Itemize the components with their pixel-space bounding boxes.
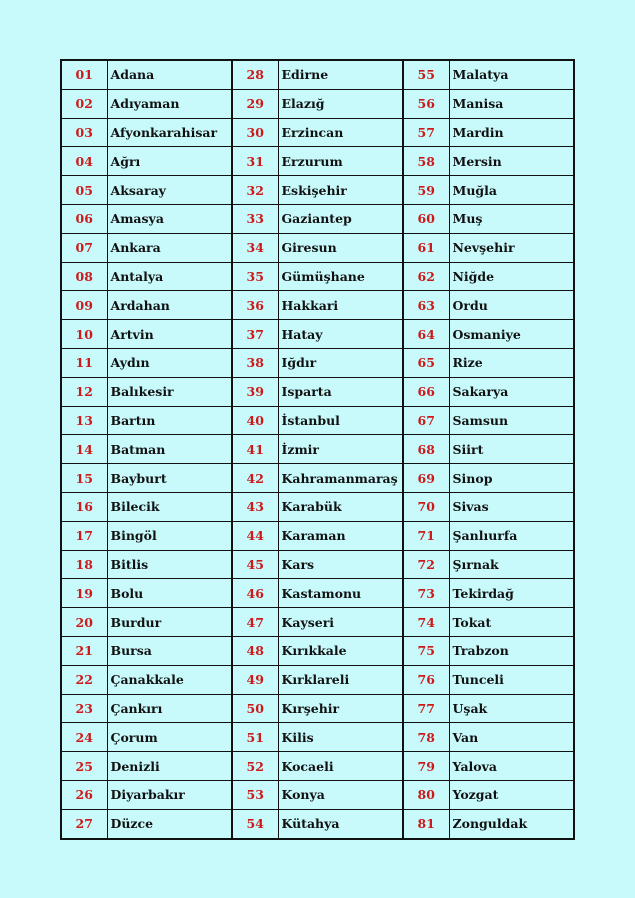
province-name: Gaziantep xyxy=(278,204,403,233)
plate-code: 02 xyxy=(61,89,107,118)
plate-code: 49 xyxy=(232,665,278,694)
plate-code: 54 xyxy=(232,809,278,838)
table-row xyxy=(61,233,574,262)
province-name: Malatya xyxy=(449,60,574,89)
province-name: Ankara xyxy=(107,233,232,262)
table-row xyxy=(61,147,574,176)
table-row xyxy=(61,579,574,608)
plate-code: 17 xyxy=(61,521,107,550)
province-name: Eskişehir xyxy=(278,176,403,205)
plate-code: 27 xyxy=(61,809,107,838)
plate-code: 66 xyxy=(403,377,449,406)
province-name: Manisa xyxy=(449,89,574,118)
province-name: Denizli xyxy=(107,752,232,781)
plate-code: 01 xyxy=(61,60,107,89)
province-name: Bayburt xyxy=(107,464,232,493)
plate-code: 03 xyxy=(61,118,107,147)
province-name: Burdur xyxy=(107,608,232,637)
province-name: Uşak xyxy=(449,694,574,723)
plate-code: 79 xyxy=(403,752,449,781)
province-name: Kırşehir xyxy=(278,694,403,723)
province-name: Bitlis xyxy=(107,550,232,579)
province-name: İstanbul xyxy=(278,406,403,435)
plate-code: 68 xyxy=(403,435,449,464)
plate-code: 07 xyxy=(61,233,107,262)
table-row xyxy=(61,435,574,464)
province-name: Kars xyxy=(278,550,403,579)
plate-code: 53 xyxy=(232,780,278,809)
plate-table-body xyxy=(61,60,574,839)
table-row xyxy=(61,406,574,435)
province-name: Artvin xyxy=(107,320,232,349)
province-name: Çorum xyxy=(107,723,232,752)
plate-code: 81 xyxy=(403,809,449,838)
plate-code: 58 xyxy=(403,147,449,176)
plate-code: 41 xyxy=(232,435,278,464)
province-name: Hatay xyxy=(278,320,403,349)
province-name: Sinop xyxy=(449,464,574,493)
province-name: Kayseri xyxy=(278,608,403,637)
province-name: Konya xyxy=(278,780,403,809)
plate-code: 12 xyxy=(61,377,107,406)
province-name: Bolu xyxy=(107,579,232,608)
table-row xyxy=(61,118,574,147)
province-name: Van xyxy=(449,723,574,752)
province-name: Gümüşhane xyxy=(278,262,403,291)
plate-code: 24 xyxy=(61,723,107,752)
province-name: Muğla xyxy=(449,176,574,205)
plate-code: 37 xyxy=(232,320,278,349)
plate-code: 77 xyxy=(403,694,449,723)
plate-code: 39 xyxy=(232,377,278,406)
plate-code: 40 xyxy=(232,406,278,435)
province-name: Tokat xyxy=(449,608,574,637)
plate-code: 46 xyxy=(232,579,278,608)
plate-code: 16 xyxy=(61,492,107,521)
plate-code: 19 xyxy=(61,579,107,608)
province-name: Niğde xyxy=(449,262,574,291)
plate-code: 09 xyxy=(61,291,107,320)
plate-code: 33 xyxy=(232,204,278,233)
table-row xyxy=(61,608,574,637)
plate-code: 67 xyxy=(403,406,449,435)
province-name: Erzincan xyxy=(278,118,403,147)
table-row xyxy=(61,464,574,493)
province-name: Siirt xyxy=(449,435,574,464)
province-name: Tekirdağ xyxy=(449,579,574,608)
plate-code: 60 xyxy=(403,204,449,233)
plate-code: 08 xyxy=(61,262,107,291)
province-name: Elazığ xyxy=(278,89,403,118)
province-name: Ardahan xyxy=(107,291,232,320)
province-name: Adıyaman xyxy=(107,89,232,118)
province-name: Bingöl xyxy=(107,521,232,550)
province-name: Şırnak xyxy=(449,550,574,579)
plate-code: 72 xyxy=(403,550,449,579)
province-name: Kırklareli xyxy=(278,665,403,694)
plate-code: 74 xyxy=(403,608,449,637)
province-name: Antalya xyxy=(107,262,232,291)
plate-code: 50 xyxy=(232,694,278,723)
province-name: Afyonkarahisar xyxy=(107,118,232,147)
table-row xyxy=(61,176,574,205)
plate-code: 65 xyxy=(403,348,449,377)
plate-code: 76 xyxy=(403,665,449,694)
province-name: Mersin xyxy=(449,147,574,176)
plate-code: 42 xyxy=(232,464,278,493)
province-name: Mardin xyxy=(449,118,574,147)
table-row xyxy=(61,89,574,118)
province-name: Zonguldak xyxy=(449,809,574,838)
plate-code: 28 xyxy=(232,60,278,89)
province-name: Erzurum xyxy=(278,147,403,176)
plate-code: 21 xyxy=(61,636,107,665)
province-name: Bartın xyxy=(107,406,232,435)
province-name: Kocaeli xyxy=(278,752,403,781)
table-row xyxy=(61,723,574,752)
plate-code: 78 xyxy=(403,723,449,752)
province-name: Samsun xyxy=(449,406,574,435)
table-row xyxy=(61,291,574,320)
province-name: Adana xyxy=(107,60,232,89)
plate-code: 20 xyxy=(61,608,107,637)
province-name: Diyarbakır xyxy=(107,780,232,809)
table-row xyxy=(61,780,574,809)
table-row xyxy=(61,60,574,89)
table-row xyxy=(61,636,574,665)
plate-code: 47 xyxy=(232,608,278,637)
plate-code: 71 xyxy=(403,521,449,550)
province-name: Iğdır xyxy=(278,348,403,377)
province-name: Yalova xyxy=(449,752,574,781)
province-name: Giresun xyxy=(278,233,403,262)
province-name: Balıkesir xyxy=(107,377,232,406)
plate-code: 04 xyxy=(61,147,107,176)
province-name: Nevşehir xyxy=(449,233,574,262)
province-name: Aksaray xyxy=(107,176,232,205)
table-row xyxy=(61,204,574,233)
province-name: Şanlıurfa xyxy=(449,521,574,550)
province-name: Sivas xyxy=(449,492,574,521)
province-name: Karaman xyxy=(278,521,403,550)
plate-code: 59 xyxy=(403,176,449,205)
plate-code: 13 xyxy=(61,406,107,435)
province-name: Kilis xyxy=(278,723,403,752)
plate-code: 75 xyxy=(403,636,449,665)
province-name: Rize xyxy=(449,348,574,377)
plate-code: 32 xyxy=(232,176,278,205)
province-name: Ordu xyxy=(449,291,574,320)
plate-code: 36 xyxy=(232,291,278,320)
province-name: Kırıkkale xyxy=(278,636,403,665)
province-name: Isparta xyxy=(278,377,403,406)
table-row xyxy=(61,348,574,377)
plate-code: 18 xyxy=(61,550,107,579)
plate-code: 61 xyxy=(403,233,449,262)
table-row xyxy=(61,521,574,550)
plate-code: 70 xyxy=(403,492,449,521)
plate-code: 80 xyxy=(403,780,449,809)
province-name: Kahramanmaraş xyxy=(278,464,403,493)
plate-code: 25 xyxy=(61,752,107,781)
province-name: Kastamonu xyxy=(278,579,403,608)
province-name: Çanakkale xyxy=(107,665,232,694)
province-name: Hakkari xyxy=(278,291,403,320)
plate-code: 29 xyxy=(232,89,278,118)
plate-code: 73 xyxy=(403,579,449,608)
plate-code: 52 xyxy=(232,752,278,781)
plate-code: 05 xyxy=(61,176,107,205)
province-name: Osmaniye xyxy=(449,320,574,349)
plate-code: 57 xyxy=(403,118,449,147)
plate-code: 34 xyxy=(232,233,278,262)
table-row xyxy=(61,377,574,406)
plate-code: 22 xyxy=(61,665,107,694)
plate-code: 38 xyxy=(232,348,278,377)
plate-code: 48 xyxy=(232,636,278,665)
province-name: Bilecik xyxy=(107,492,232,521)
plate-code: 14 xyxy=(61,435,107,464)
table-row xyxy=(61,665,574,694)
province-name: Yozgat xyxy=(449,780,574,809)
plate-code: 43 xyxy=(232,492,278,521)
table-row xyxy=(61,809,574,838)
plate-code: 11 xyxy=(61,348,107,377)
table-row xyxy=(61,492,574,521)
plate-code: 23 xyxy=(61,694,107,723)
plate-code: 63 xyxy=(403,291,449,320)
province-name: Kütahya xyxy=(278,809,403,838)
table-row xyxy=(61,550,574,579)
plate-code: 31 xyxy=(232,147,278,176)
province-name: Sakarya xyxy=(449,377,574,406)
plate-code: 69 xyxy=(403,464,449,493)
province-name: Aydın xyxy=(107,348,232,377)
table-row xyxy=(61,694,574,723)
province-name: İzmir xyxy=(278,435,403,464)
plate-code: 35 xyxy=(232,262,278,291)
table-row xyxy=(61,320,574,349)
plate-code: 62 xyxy=(403,262,449,291)
plate-code: 44 xyxy=(232,521,278,550)
table-row xyxy=(61,262,574,291)
province-name: Amasya xyxy=(107,204,232,233)
plate-code: 51 xyxy=(232,723,278,752)
plate-code: 64 xyxy=(403,320,449,349)
plate-code-table xyxy=(60,59,575,840)
province-name: Karabük xyxy=(278,492,403,521)
plate-code: 10 xyxy=(61,320,107,349)
province-name: Batman xyxy=(107,435,232,464)
plate-code: 06 xyxy=(61,204,107,233)
plate-code: 15 xyxy=(61,464,107,493)
province-name: Bursa xyxy=(107,636,232,665)
plate-code: 55 xyxy=(403,60,449,89)
province-name: Düzce xyxy=(107,809,232,838)
province-name: Trabzon xyxy=(449,636,574,665)
table-row xyxy=(61,752,574,781)
province-name: Muş xyxy=(449,204,574,233)
plate-code: 56 xyxy=(403,89,449,118)
province-name: Çankırı xyxy=(107,694,232,723)
plate-code: 45 xyxy=(232,550,278,579)
plate-code: 30 xyxy=(232,118,278,147)
province-name: Tunceli xyxy=(449,665,574,694)
province-name: Edirne xyxy=(278,60,403,89)
province-name: Ağrı xyxy=(107,147,232,176)
plate-code: 26 xyxy=(61,780,107,809)
